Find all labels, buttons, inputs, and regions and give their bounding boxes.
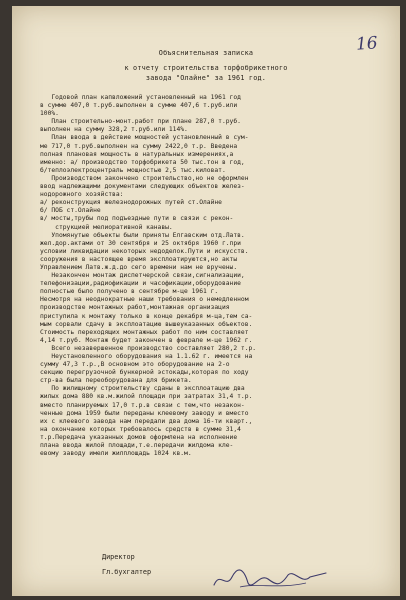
body-line: струкцией мелиоративной канавы. <box>40 223 173 231</box>
body-line: телефонизации,радиофикации и часофикации,оборудование <box>40 280 241 288</box>
body-line: выполнен на сумму 328,2 т.руб.или 114%. <box>40 126 188 134</box>
body-line: Управлением Латв.ж.д.до сего времени нам не вручены. <box>40 263 238 271</box>
body-line: евому заводу имели жилплощадь 1024 кв.м. <box>40 450 192 458</box>
document-body <box>40 94 384 458</box>
document-page <box>12 6 400 596</box>
body-line: а/ реконструкция железнодорожных путей ст.Олайне <box>40 199 222 207</box>
body-line: стр-ва была переоборудована для брикета. <box>40 377 192 385</box>
body-line: Годовой план капвложений установленный на 1961 год <box>40 94 241 101</box>
body-line: жел.дор.актами от 30 сентября и 25 октября 1960 г.при <box>40 239 241 247</box>
body-line: в сумме 407,0 т.руб.выполнен в сумме 407,6 т.руб.или <box>40 102 238 110</box>
body-line: именно: а/ производство торфобрикета 50 тыс.тон в год, <box>40 158 245 166</box>
body-line: мым сорвали сдачу в эксплоатацию вышеуказанных объектов. <box>40 320 253 328</box>
body-line: на окончание которых требовалось средств в сумме 31,4 <box>40 425 241 433</box>
body-line: ме 717,0 т.руб.выполнен на сумму 2422,0 т.р. Введена <box>40 142 238 150</box>
body-line: их с клеевого завода нам передали два дома 16-ти кварт., <box>40 417 253 425</box>
body-line: Всего незавершенное производство составляет 280,2 т.р. <box>40 344 257 352</box>
body-line: приступила к монтажу только в конце декабря м-ца,тем са- <box>40 312 253 320</box>
chief-accountant-label: Гл.бухгалтер <box>102 568 152 576</box>
body-line: б/ ПОБ ст.Олайне <box>40 207 101 215</box>
body-line: сумму 47,3 т.р.,В основном это оборудование на 2-о <box>40 361 230 369</box>
body-line: 100%. <box>40 110 59 118</box>
body-line: производстве монтажных работ,монтажная организация <box>40 304 230 312</box>
body-line: условии ликвидации некоторых недоделок.Пути и искусств. <box>40 247 249 255</box>
page-number-handwritten: 16 <box>355 33 379 55</box>
body-line: в/ мосты,трубы под подъездные пути в связи с рекон- <box>40 215 234 223</box>
body-line: Несмотря на неоднократные наши требования о немедленном <box>40 296 249 304</box>
body-line: План ввода в действие мощностей установленный в сум- <box>40 134 249 142</box>
body-line: Неустановленного оборудования на 1.1.62 г. имеется на <box>40 353 253 360</box>
body-line: нодорожного хозяйства: <box>40 191 124 199</box>
body-line: По жилищному строительству сданы в эксплоатацию два <box>40 385 245 393</box>
body-line: полностью было получено в сентябре м-це 1961 г. <box>40 288 219 296</box>
body-line: ченные дома 1959 были переданы клеевому заводу и вместо <box>40 409 249 417</box>
body-line: сооружения в настоящее время эксплоатируются,но акты <box>40 255 238 263</box>
document-subtitle-line-1: к отчету строительства торфобрикетного <box>124 64 288 72</box>
body-line: вместо планируемых 17,0 т.р.в связи с тем,что незакон- <box>40 401 245 409</box>
body-line: полная плановая мощность в натуральных измерениях,а <box>40 150 234 158</box>
body-line: План строительно-монт.работ при плане 287,0 т.руб. <box>40 118 241 126</box>
body-line: ввод надлежащими документами следующих объектов желез- <box>40 183 245 191</box>
body-line: Производством закончено строительство,но не оформлен <box>40 174 249 182</box>
body-line: т.р.Передача указанных домов оформлена на исполнение <box>40 433 238 441</box>
body-line: Незакончен монтаж диспетчерской связи,сигнализации, <box>40 272 245 280</box>
document-subtitle-line-2: завода "Олайне" за 1961 год. <box>145 74 267 82</box>
document-title: Объяснительная записка <box>158 49 254 57</box>
body-line: жилых дома 880 кв.м.жилой площади при затратах 31,4 т.р. <box>40 393 253 401</box>
director-label: Директор <box>102 553 135 561</box>
body-line: Стоимость переходящих монтажных работ по ним составляет <box>40 328 249 336</box>
body-line: 4,14 т.руб. Монтаж будет закончен в феврале м-це 1962 г. <box>40 336 253 344</box>
body-line: секцию перегрузочной бункерной эстокады,которая по ходу <box>40 369 249 377</box>
body-line: плана ввода жилой площади,т.е.передачи жилдома кле- <box>40 442 234 450</box>
handwritten-signature <box>210 565 330 593</box>
body-line: б/теплоэлектроцентраль мощностью 2,5 тыс.киловат. <box>40 166 226 174</box>
body-line: Упомянутые объекты были приняты Елгавским отд.Латв. <box>40 231 245 239</box>
